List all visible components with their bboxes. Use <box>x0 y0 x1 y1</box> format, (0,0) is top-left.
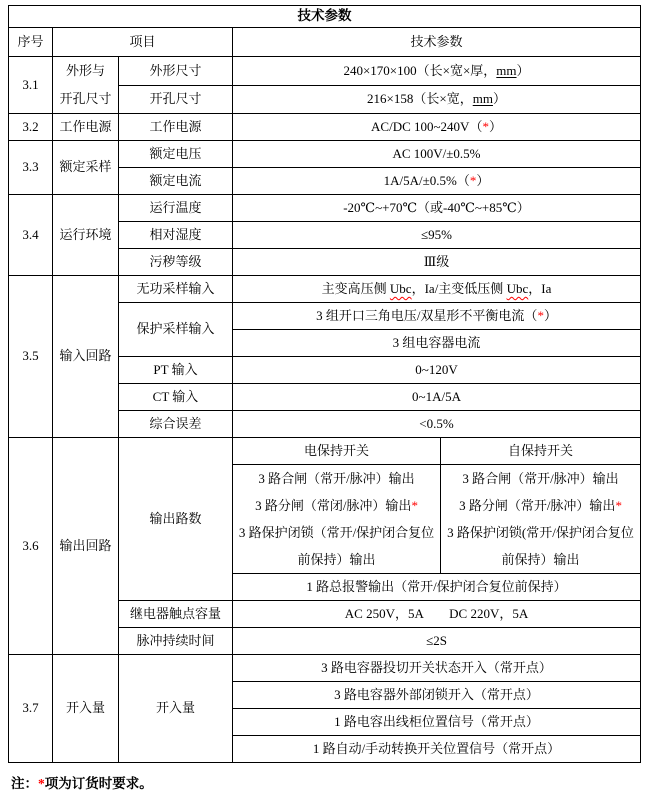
subheader-self-hold-switch: 自保持开关 <box>441 438 641 465</box>
label-combined-error: 综合误差 <box>119 411 233 438</box>
label-output-channels: 输出路数 <box>119 438 233 601</box>
label-operating-temp: 运行温度 <box>119 195 233 222</box>
serial-3-2: 3.2 <box>9 114 53 141</box>
label-relative-humidity: 相对湿度 <box>119 222 233 249</box>
group-3-7: 开入量 <box>53 655 119 763</box>
value-rated-voltage: AC 100V/±0.5% <box>233 141 641 168</box>
footnote-text: 项为订货时要求。 <box>44 776 153 791</box>
label-power-supply: 工作电源 <box>119 114 233 141</box>
output-left-line-3: 3 路保护闭锁（常开/保护闭合复位前保持）输出 <box>238 525 435 567</box>
value-digital-input-1: 3 路电容器投切开关状态开入（常开点） <box>233 655 641 682</box>
output-right-line-3: 3 路保护闭锁(常开/保护闭合复位前保持）输出 <box>447 525 634 567</box>
label-relay-contact-capacity: 继电器触点容量 <box>119 601 233 628</box>
value-hole-size: 216×158（长×宽，mm） <box>233 85 641 114</box>
label-rated-voltage: 额定电压 <box>119 141 233 168</box>
value-relative-humidity: ≤95% <box>233 222 641 249</box>
group-3-1-line2: 开孔尺寸 <box>59 91 112 106</box>
table-title: 技术参数 <box>9 6 641 28</box>
value-combined-error: <0.5% <box>233 411 641 438</box>
value-output-self-hold <box>441 465 641 574</box>
value-rated-current: 1A/5A/±0.5%（*） <box>233 168 641 195</box>
footnote <box>11 772 640 792</box>
tech-params-table <box>8 5 641 763</box>
output-left-line-2: 3 路分闸（常闭/脉冲）输出* <box>255 498 418 513</box>
value-operating-temp: -20℃~+70℃（或-40℃~+85℃） <box>233 195 641 222</box>
value-protection-sampling-2: 3 组电容器电流 <box>233 330 641 357</box>
value-ct-input: 0~1A/5A <box>233 384 641 411</box>
group-3-3: 额定采样 <box>53 141 119 195</box>
group-3-2: 工作电源 <box>53 114 119 141</box>
value-pollution-grade: Ⅲ级 <box>233 249 641 276</box>
value-protection-sampling-1: 3 组开口三角电压/双星形不平衡电流（*） <box>233 303 641 330</box>
label-rated-current: 额定电流 <box>119 168 233 195</box>
label-shape-size: 外形尺寸 <box>119 57 233 86</box>
output-right-line-1: 3 路合闸（常开/脉冲）输出 <box>462 471 619 486</box>
value-pulse-duration: ≤2S <box>233 628 641 655</box>
label-digital-input: 开入量 <box>119 655 233 763</box>
serial-3-1: 3.1 <box>9 57 53 114</box>
label-pollution-grade: 污秽等级 <box>119 249 233 276</box>
label-pt-input: PT 输入 <box>119 357 233 384</box>
footnote-star: * <box>38 776 45 791</box>
group-3-1 <box>53 57 119 114</box>
col-header-no: 序号 <box>9 28 53 57</box>
group-3-1-line1: 外形与 <box>65 63 105 78</box>
label-protection-sampling-input: 保护采样输入 <box>119 303 233 357</box>
serial-3-4: 3.4 <box>9 195 53 276</box>
value-reactive-sampling-input: 主变高压侧 Ubc，Ia/主变低压侧 Ubc，Ia <box>233 276 641 303</box>
col-header-param: 技术参数 <box>233 28 641 57</box>
serial-3-7: 3.7 <box>9 655 53 763</box>
group-3-4: 运行环境 <box>53 195 119 276</box>
label-hole-size: 开孔尺寸 <box>119 85 233 114</box>
value-digital-input-2: 3 路电容器外部闭锁开入（常开点） <box>233 682 641 709</box>
output-left-line-1: 3 路合闸（常开/脉冲）输出 <box>258 471 415 486</box>
serial-3-5: 3.5 <box>9 276 53 438</box>
value-digital-input-4: 1 路自动/手动转换开关位置信号（常开点） <box>233 736 641 763</box>
col-header-item: 项目 <box>53 28 233 57</box>
value-power-supply: AC/DC 100~240V（*） <box>233 114 641 141</box>
output-right-line-2: 3 路分闸（常开/脉冲）输出* <box>459 498 622 513</box>
label-reactive-sampling-input: 无功采样输入 <box>119 276 233 303</box>
serial-3-6: 3.6 <box>9 438 53 655</box>
value-output-electric-hold <box>233 465 441 574</box>
label-pulse-duration: 脉冲持续时间 <box>119 628 233 655</box>
footnote-prefix: 注： <box>11 776 38 791</box>
value-shape-size: 240×170×100（长×宽×厚，mm） <box>233 57 641 86</box>
value-digital-input-3: 1 路电容出线柜位置信号（常开点） <box>233 709 641 736</box>
group-3-5: 输入回路 <box>53 276 119 438</box>
label-ct-input: CT 输入 <box>119 384 233 411</box>
subheader-electric-hold-switch: 电保持开关 <box>233 438 441 465</box>
serial-3-3: 3.3 <box>9 141 53 195</box>
value-pt-input: 0~120V <box>233 357 641 384</box>
value-relay-contact-capacity: AC 250V，5A DC 220V，5A <box>233 601 641 628</box>
group-3-6: 输出回路 <box>53 438 119 655</box>
value-total-alarm-output: 1 路总报警输出（常开/保护闭合复位前保持） <box>233 574 641 601</box>
